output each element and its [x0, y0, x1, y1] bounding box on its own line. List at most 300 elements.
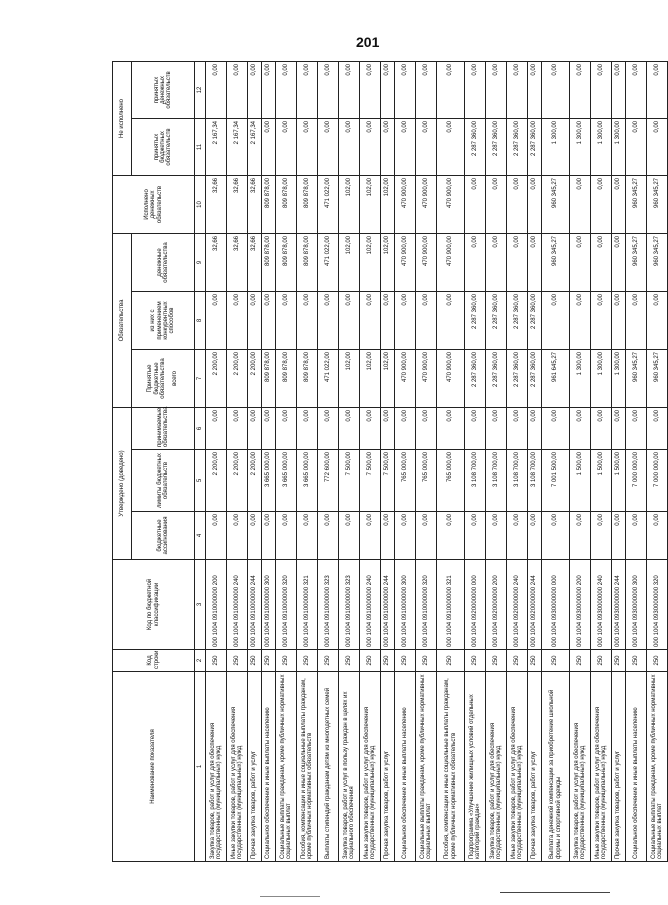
row-value-c9: 0,00 — [570, 233, 591, 291]
table-row — [507, 61, 528, 861]
row-name: Иные закупки товаров, работ и услуг для обеспечения государственных (муниципальных) нужд — [227, 672, 248, 862]
row-value-c10: 0,00 — [612, 175, 626, 233]
table-row — [486, 61, 507, 861]
row-value-c4: 0,00 — [297, 512, 318, 560]
row-name: Выплата денежной компенсации за приобретение школьной формы и спортивной одежды — [542, 672, 570, 862]
row-budget-code: 000 1004 0910000000 321 — [437, 560, 465, 650]
table-row — [542, 61, 570, 861]
row-value-c10: 0,00 — [570, 175, 591, 233]
row-value-c5: 2 200,00 — [206, 450, 227, 512]
row-value-c11: 0,00 — [262, 118, 276, 175]
row-value-c12: 0,00 — [227, 61, 248, 118]
row-value-c8: 2 287 360,00 — [507, 291, 528, 349]
row-value-c11: 0,00 — [437, 118, 465, 175]
row-value-c7: 470 900,00 — [437, 349, 465, 407]
row-value-c12: 0,00 — [360, 61, 381, 118]
row-value-c10: 0,00 — [465, 175, 486, 233]
row-value-c6: 0,00 — [339, 407, 360, 449]
row-value-c5: 7 001 500,00 — [542, 450, 570, 512]
row-value-c12: 0,00 — [528, 61, 542, 118]
row-value-c12: 0,00 — [206, 61, 227, 118]
row-value-c5: 3 665 000,00 — [276, 450, 297, 512]
row-value-c5: 765 000,00 — [437, 450, 465, 512]
row-value-c4: 0,00 — [528, 512, 542, 560]
row-line-code: 250 — [647, 650, 668, 672]
row-value-c8: 0,00 — [276, 291, 297, 349]
row-value-c4: 0,00 — [206, 512, 227, 560]
row-value-c8: 0,00 — [542, 291, 570, 349]
row-value-c12: 0,00 — [612, 61, 626, 118]
row-name: Пособия, компенсации и иные социальные выплаты гражданам, кроме публичных нормативных обязательств — [437, 672, 465, 862]
row-value-c6: 0,00 — [206, 407, 227, 449]
row-budget-code: 000 1004 0910000000 320 — [416, 560, 437, 650]
row-value-c10: 471 022,00 — [318, 175, 339, 233]
row-value-c7: 2 287 360,00 — [486, 349, 507, 407]
row-value-c7: 1 300,00 — [570, 349, 591, 407]
row-value-c9: 960 345,27 — [542, 233, 570, 291]
row-value-c4: 0,00 — [437, 512, 465, 560]
row-value-c4: 0,00 — [507, 512, 528, 560]
row-value-c7: 809 878,00 — [297, 349, 318, 407]
row-name: Прочая закупка товаров, работ и услуг — [612, 672, 626, 862]
row-line-code: 250 — [465, 650, 486, 672]
row-line-code: 250 — [591, 650, 612, 672]
row-value-c6: 0,00 — [507, 407, 528, 449]
column-index: 6 — [195, 407, 206, 449]
row-value-c10: 470 900,00 — [416, 175, 437, 233]
row-value-c6: 0,00 — [248, 407, 262, 449]
row-value-c8: 2 287 360,00 — [486, 291, 507, 349]
row-name: Закупка товаров, работ и услуг для обеспечения государственных (муниципальных) нужд — [570, 672, 591, 862]
column-index: 10 — [195, 175, 206, 233]
row-value-c9: 0,00 — [612, 233, 626, 291]
table-row — [437, 61, 465, 861]
row-value-c5: 2 200,00 — [248, 450, 262, 512]
row-budget-code: 000 1004 0930000000 000 — [542, 560, 570, 650]
table-row — [612, 61, 626, 861]
row-value-c4: 0,00 — [647, 512, 668, 560]
row-name: Иные закупки товаров, работ и услуг для обеспечения государственных (муниципальных) нужд — [507, 672, 528, 862]
row-value-c6: 0,00 — [262, 407, 276, 449]
row-value-c4: 0,00 — [626, 512, 647, 560]
column-index: 11 — [195, 118, 206, 175]
row-value-c8: 0,00 — [248, 291, 262, 349]
row-value-c10: 102,00 — [339, 175, 360, 233]
row-value-c12: 0,00 — [507, 61, 528, 118]
column-index: 4 — [195, 512, 206, 560]
row-value-c12: 0,00 — [339, 61, 360, 118]
header-total: всего — [172, 371, 179, 386]
row-value-c9: 32,66 — [227, 233, 248, 291]
header-approved: Утверждено (доведено) — [113, 407, 132, 559]
table-row — [395, 61, 416, 861]
table-row — [248, 61, 262, 861]
row-line-code: 250 — [626, 650, 647, 672]
header-unexecuted: Не исполнено — [113, 61, 132, 175]
row-value-c8: 0,00 — [227, 291, 248, 349]
row-value-c7: 1 300,00 — [612, 349, 626, 407]
row-value-c11: 1 300,00 — [570, 118, 591, 175]
table-row — [262, 61, 276, 861]
row-budget-code: 000 1004 0910000000 323 — [339, 560, 360, 650]
row-value-c5: 3 665 000,00 — [297, 450, 318, 512]
row-value-c7: 960 345,27 — [647, 349, 668, 407]
header-line-code: Код строки — [113, 650, 195, 672]
row-value-c12: 0,00 — [416, 61, 437, 118]
row-value-c7: 1 300,00 — [591, 349, 612, 407]
column-index: 2 — [195, 650, 206, 672]
row-line-code: 250 — [395, 650, 416, 672]
row-value-c4: 0,00 — [381, 512, 395, 560]
row-value-c8: 0,00 — [416, 291, 437, 349]
row-value-c7: 2 200,00 — [248, 349, 262, 407]
row-value-c9: 960 345,27 — [626, 233, 647, 291]
row-line-code: 250 — [570, 650, 591, 672]
row-value-c4: 0,00 — [339, 512, 360, 560]
row-value-c6: 0,00 — [626, 407, 647, 449]
header-accepted: принимаемые обязательства — [132, 407, 195, 449]
row-value-c5: 3 665 000,00 — [262, 450, 276, 512]
row-value-c9: 102,00 — [381, 233, 395, 291]
table-row — [528, 61, 542, 861]
row-value-c11: 2 287 360,00 — [528, 118, 542, 175]
row-value-c5: 7 000 000,00 — [647, 450, 668, 512]
table-row — [570, 61, 591, 861]
row-value-c4: 0,00 — [570, 512, 591, 560]
row-line-code: 250 — [276, 650, 297, 672]
row-line-code: 250 — [206, 650, 227, 672]
row-value-c10: 0,00 — [486, 175, 507, 233]
row-value-c6: 0,00 — [612, 407, 626, 449]
row-value-c10: 960 345,27 — [647, 175, 668, 233]
row-value-c8: 0,00 — [395, 291, 416, 349]
row-value-c5: 765 000,00 — [395, 450, 416, 512]
report-table — [112, 61, 668, 862]
row-value-c4: 0,00 — [227, 512, 248, 560]
row-value-c5: 2 200,00 — [227, 450, 248, 512]
row-budget-code: 000 1004 0920000000 244 — [528, 560, 542, 650]
row-value-c9: 0,00 — [507, 233, 528, 291]
row-name: Иные закупки товаров, работ и услуг для обеспечения государственных (муниципальных) нужд — [591, 672, 612, 862]
row-value-c5: 3 108 700,00 — [486, 450, 507, 512]
report-body — [206, 61, 668, 861]
row-budget-code: 000 1004 0910000000 320 — [276, 560, 297, 650]
row-value-c7: 470 900,00 — [395, 349, 416, 407]
row-value-c4: 0,00 — [591, 512, 612, 560]
row-value-c9: 32,66 — [206, 233, 227, 291]
table-row — [206, 61, 227, 861]
row-name: Закупка товаров, работ и услуг в пользу граждан в целях их социального обеспечения — [339, 672, 360, 862]
header-unexecuted-accepted: принятых денежных обязательств — [132, 61, 195, 118]
row-value-c8: 0,00 — [591, 291, 612, 349]
row-value-c4: 0,00 — [612, 512, 626, 560]
table-row — [465, 61, 486, 861]
row-value-c10: 470 900,00 — [437, 175, 465, 233]
page-number: 201 — [356, 34, 380, 50]
row-value-c10: 32,66 — [206, 175, 227, 233]
row-value-c11: 0,00 — [626, 118, 647, 175]
row-value-c8: 0,00 — [318, 291, 339, 349]
row-value-c4: 0,00 — [248, 512, 262, 560]
row-name: Социальное обеспечение и иные выплаты населению — [395, 672, 416, 862]
row-value-c8: 2 287 360,00 — [465, 291, 486, 349]
row-value-c6: 0,00 — [570, 407, 591, 449]
row-budget-code: 000 1004 0910000000 244 — [381, 560, 395, 650]
row-value-c7: 809 878,00 — [276, 349, 297, 407]
table-row — [318, 61, 339, 861]
row-value-c8: 0,00 — [626, 291, 647, 349]
row-value-c10: 102,00 — [381, 175, 395, 233]
row-name: Социальные выплаты гражданам, кроме публичных нормативных социальных выплат — [416, 672, 437, 862]
row-value-c12: 0,00 — [626, 61, 647, 118]
row-budget-code: 000 1004 0930000000 320 — [647, 560, 668, 650]
row-line-code: 250 — [360, 650, 381, 672]
row-value-c5: 7 500,00 — [339, 450, 360, 512]
row-value-c5: 1 500,00 — [591, 450, 612, 512]
row-budget-code: 000 1004 0920000000 200 — [486, 560, 507, 650]
column-index-row — [195, 61, 206, 861]
table-row — [339, 61, 360, 861]
row-value-c6: 0,00 — [437, 407, 465, 449]
row-name: Иные закупки товаров, работ и услуг для обеспечения государственных (муниципальных) нужд — [360, 672, 381, 862]
row-name: Выплаты стипендий гражданам детям из многодетных семей — [318, 672, 339, 862]
row-line-code: 250 — [542, 650, 570, 672]
row-value-c12: 0,00 — [486, 61, 507, 118]
row-value-c7: 809 878,00 — [262, 349, 276, 407]
row-line-code: 250 — [248, 650, 262, 672]
row-budget-code: 000 1004 0920000000 000 — [465, 560, 486, 650]
row-name: Пособия, компенсации и иные социальные выплаты гражданам, кроме публичных нормативных обязательств — [297, 672, 318, 862]
row-value-c11: 0,00 — [416, 118, 437, 175]
row-value-c6: 0,00 — [465, 407, 486, 449]
header-accepted-budget: Принятые бюджетные обязательства — [147, 358, 166, 399]
header-obligations: Обязательства — [113, 233, 132, 407]
row-line-code: 250 — [612, 650, 626, 672]
row-value-c5: 772 600,00 — [318, 450, 339, 512]
row-value-c6: 0,00 — [591, 407, 612, 449]
header-limits: лимиты бюджетных обязательств — [132, 450, 195, 512]
row-value-c12: 0,00 — [318, 61, 339, 118]
row-line-code: 250 — [507, 650, 528, 672]
row-value-c6: 0,00 — [395, 407, 416, 449]
column-index: 7 — [195, 349, 206, 407]
row-name: Социальные выплаты гражданам, кроме публичных нормативных социальных выплат — [276, 672, 297, 862]
row-value-c4: 0,00 — [360, 512, 381, 560]
row-value-c5: 7 500,00 — [381, 450, 395, 512]
row-value-c6: 0,00 — [416, 407, 437, 449]
row-value-c11: 1 300,00 — [591, 118, 612, 175]
row-name: Прочая закупка товаров, работ и услуг — [528, 672, 542, 862]
row-value-c9: 470 900,00 — [416, 233, 437, 291]
row-value-c11: 0,00 — [339, 118, 360, 175]
header-budget-code: Код по бюджетной классификации — [113, 560, 195, 650]
row-value-c10: 0,00 — [528, 175, 542, 233]
row-value-c7: 2 200,00 — [206, 349, 227, 407]
row-value-c8: 0,00 — [381, 291, 395, 349]
row-name: Прочая закупка товаров, работ и услуг — [381, 672, 395, 862]
row-value-c11: 2 287 360,00 — [486, 118, 507, 175]
row-value-c9: 0,00 — [528, 233, 542, 291]
row-value-c11: 2 287 360,00 — [507, 118, 528, 175]
row-value-c9: 102,00 — [360, 233, 381, 291]
row-value-c11: 0,00 — [360, 118, 381, 175]
row-value-c7: 2 287 360,00 — [465, 349, 486, 407]
row-value-c12: 0,00 — [542, 61, 570, 118]
column-index: 3 — [195, 560, 206, 650]
row-budget-code: 000 1004 0910000000 240 — [227, 560, 248, 650]
row-value-c7: 961 645,27 — [542, 349, 570, 407]
row-value-c6: 0,00 — [318, 407, 339, 449]
row-value-c12: 0,00 — [591, 61, 612, 118]
row-value-c11: 2 167,34 — [227, 118, 248, 175]
row-value-c6: 0,00 — [647, 407, 668, 449]
row-line-code: 250 — [297, 650, 318, 672]
header-accepted-budget-total — [132, 349, 195, 407]
row-value-c9: 470 900,00 — [437, 233, 465, 291]
row-value-c12: 0,00 — [647, 61, 668, 118]
row-value-c8: 0,00 — [647, 291, 668, 349]
row-budget-code: 000 1004 0930000000 300 — [626, 560, 647, 650]
row-value-c12: 0,00 — [381, 61, 395, 118]
row-budget-code: 000 1004 0910000000 300 — [395, 560, 416, 650]
row-value-c9: 809 878,00 — [297, 233, 318, 291]
header-unexecuted-budget: принятых бюджетных обязательств — [132, 118, 195, 175]
row-line-code: 250 — [227, 650, 248, 672]
row-budget-code: 000 1004 0910000000 300 — [262, 560, 276, 650]
header-row-1 — [113, 61, 132, 861]
row-value-c6: 0,00 — [297, 407, 318, 449]
row-value-c10: 809 878,00 — [297, 175, 318, 233]
row-value-c5: 3 108 700,00 — [465, 450, 486, 512]
row-value-c7: 471 022,00 — [318, 349, 339, 407]
row-value-c8: 0,00 — [612, 291, 626, 349]
row-value-c4: 0,00 — [276, 512, 297, 560]
row-name: Закупка товаров, работ и услуг для обеспечения государственных (муниципальных) нужд — [206, 672, 227, 862]
row-budget-code: 000 1004 0920000000 240 — [507, 560, 528, 650]
header-monetary: денежные обязательства — [132, 233, 195, 291]
row-value-c4: 0,00 — [395, 512, 416, 560]
row-value-c5: 1 500,00 — [612, 450, 626, 512]
header-executed: Исполнено денежных обязательств — [113, 175, 195, 233]
row-value-c12: 0,00 — [262, 61, 276, 118]
row-line-code: 250 — [528, 650, 542, 672]
row-line-code: 250 — [262, 650, 276, 672]
row-value-c9: 32,66 — [248, 233, 262, 291]
row-value-c11: 2 167,34 — [206, 118, 227, 175]
column-index: 5 — [195, 450, 206, 512]
row-value-c10: 32,66 — [227, 175, 248, 233]
row-value-c4: 0,00 — [416, 512, 437, 560]
row-value-c12: 0,00 — [395, 61, 416, 118]
row-value-c6: 0,00 — [276, 407, 297, 449]
row-value-c12: 0,00 — [465, 61, 486, 118]
row-value-c8: 0,00 — [262, 291, 276, 349]
footer-line-short — [260, 896, 320, 897]
header-competitive: из них с применением конкурентных способов — [132, 291, 195, 349]
table-row — [227, 61, 248, 861]
row-value-c7: 102,00 — [339, 349, 360, 407]
row-budget-code: 000 1004 0910000000 323 — [318, 560, 339, 650]
row-value-c7: 2 287 360,00 — [528, 349, 542, 407]
row-value-c4: 0,00 — [465, 512, 486, 560]
table-row — [381, 61, 395, 861]
row-value-c6: 0,00 — [528, 407, 542, 449]
column-index: 1 — [195, 672, 206, 862]
row-value-c10: 0,00 — [507, 175, 528, 233]
row-value-c10: 470 900,00 — [395, 175, 416, 233]
row-value-c4: 0,00 — [542, 512, 570, 560]
row-value-c9: 809 878,00 — [276, 233, 297, 291]
row-name: Прочая закупка товаров, работ и услуг — [248, 672, 262, 862]
row-value-c10: 960 345,27 — [626, 175, 647, 233]
row-value-c5: 3 108 700,00 — [507, 450, 528, 512]
row-value-c10: 0,00 — [591, 175, 612, 233]
row-value-c8: 0,00 — [297, 291, 318, 349]
row-value-c11: 1 300,00 — [542, 118, 570, 175]
column-index: 8 — [195, 291, 206, 349]
table-row — [626, 61, 647, 861]
row-line-code: 250 — [381, 650, 395, 672]
rotated-report — [112, 62, 663, 862]
row-value-c7: 102,00 — [381, 349, 395, 407]
row-value-c5: 1 500,00 — [570, 450, 591, 512]
row-value-c9: 960 345,27 — [647, 233, 668, 291]
row-value-c10: 809 878,00 — [262, 175, 276, 233]
row-line-code: 250 — [339, 650, 360, 672]
row-line-code: 250 — [486, 650, 507, 672]
row-value-c8: 0,00 — [206, 291, 227, 349]
table-row — [276, 61, 297, 861]
header-assignments: бюджетные ассигнования — [132, 512, 195, 560]
row-value-c11: 0,00 — [297, 118, 318, 175]
row-value-c4: 0,00 — [486, 512, 507, 560]
row-value-c7: 102,00 — [360, 349, 381, 407]
row-value-c9: 0,00 — [486, 233, 507, 291]
row-value-c4: 0,00 — [262, 512, 276, 560]
row-name: Социальные выплаты гражданам, кроме публичных нормативных социальных выплат — [647, 672, 668, 862]
header-name: Наименование показателя — [113, 672, 195, 862]
row-line-code: 250 — [437, 650, 465, 672]
row-value-c12: 0,00 — [570, 61, 591, 118]
row-value-c11: 0,00 — [395, 118, 416, 175]
row-value-c11: 0,00 — [318, 118, 339, 175]
row-value-c12: 0,00 — [276, 61, 297, 118]
row-value-c9: 0,00 — [591, 233, 612, 291]
row-value-c10: 102,00 — [360, 175, 381, 233]
row-value-c8: 2 287 360,00 — [528, 291, 542, 349]
row-value-c11: 0,00 — [276, 118, 297, 175]
row-value-c8: 0,00 — [437, 291, 465, 349]
row-value-c9: 470 900,00 — [395, 233, 416, 291]
row-value-c10: 32,66 — [248, 175, 262, 233]
table-row — [297, 61, 318, 861]
row-value-c7: 470 900,00 — [416, 349, 437, 407]
column-index: 9 — [195, 233, 206, 291]
row-budget-code: 000 1004 0910000000 321 — [297, 560, 318, 650]
row-value-c11: 0,00 — [381, 118, 395, 175]
row-value-c9: 102,00 — [339, 233, 360, 291]
row-budget-code: 000 1004 0910000000 244 — [248, 560, 262, 650]
row-value-c6: 0,00 — [227, 407, 248, 449]
column-index: 12 — [195, 61, 206, 118]
row-budget-code: 000 1004 0930000000 240 — [591, 560, 612, 650]
row-value-c9: 471 022,00 — [318, 233, 339, 291]
row-budget-code: 000 1004 0930000000 244 — [612, 560, 626, 650]
row-name: Социальное обеспечение и иные выплаты населению — [262, 672, 276, 862]
row-budget-code: 000 1004 0930000000 200 — [570, 560, 591, 650]
row-name: Подпрограмма «Улучшение жилищных условий отдельных категорий граждан» — [465, 672, 486, 862]
row-budget-code: 000 1004 0910000000 240 — [360, 560, 381, 650]
